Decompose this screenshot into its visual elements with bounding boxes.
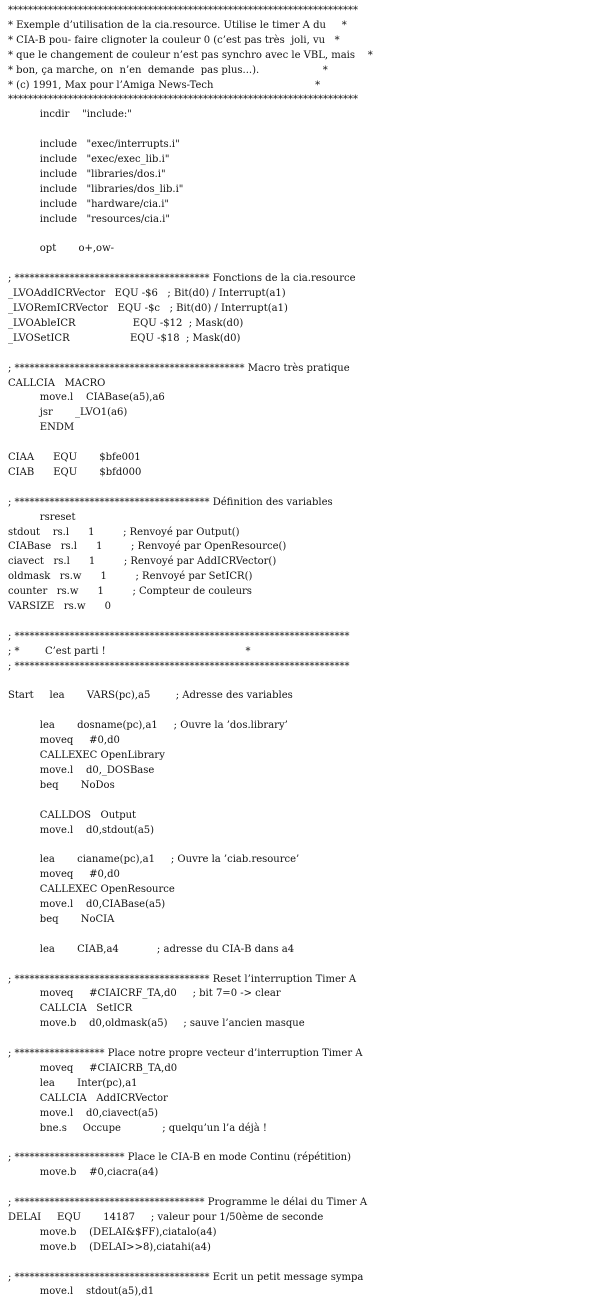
code-line: include "hardware/cia.i": [8, 198, 170, 210]
code-line: CIAA EQU $bfe001: [8, 452, 141, 463]
code-line: ENDM: [8, 422, 75, 434]
code-line: moveq #0,d0: [8, 735, 120, 747]
code-line: CALLCIA MACRO: [8, 377, 106, 389]
code-line: beq NoDos: [8, 779, 115, 791]
code-line: ; * C’est parti ! *: [8, 645, 251, 657]
code-line: move.b (DELAI>>8),ciatahi(a4): [8, 1241, 211, 1253]
code-line: Start lea VARS(pc),a5 ; Adresse des variables: [8, 690, 293, 702]
code-line: ; *******************************************************************: [8, 630, 350, 642]
code-line: DELAI EQU 14187 ; valeur pour 1/50ème de seconde: [8, 1211, 324, 1223]
code-line: CALLEXEC OpenResource: [8, 884, 175, 896]
code-line: CIAB EQU $bfd000: [8, 466, 142, 478]
code-line: lea cianame(pc),a1 ; Ouvre la ’ciab.resource’: [8, 854, 300, 866]
code-line: move.b d0,oldmask(a5) ; sauve l’ancien masque: [8, 1018, 305, 1030]
code-line: VARSIZE rs.w 0: [8, 601, 111, 612]
code-line: _LVOSetICR EQU -$18 ; Mask(d0): [8, 332, 241, 344]
code-line: move.l CIABase(a5),a6: [8, 392, 165, 404]
code-line: * que le changement de couleur n’est pas synchro avec le VBL, mais *: [8, 49, 373, 61]
code-line: move.b (DELAI&$FF),ciatalo(a4): [8, 1226, 217, 1238]
code-line: CALLDOS Output: [8, 809, 137, 821]
code-line: moveq #CIAICRB_TA,d0: [8, 1062, 178, 1074]
code-line: rsreset: [8, 511, 76, 523]
code-line: beq NoCIA: [8, 913, 115, 925]
code-line: * (c) 1991, Max pour l’Amiga News-Tech *: [8, 79, 321, 91]
code-line: ; *************************************** Définition des variables: [8, 496, 333, 508]
code-line: ; *************************************** Fonctions de la cia.resource: [8, 273, 356, 285]
code-line: bne.s Occupe ; quelqu’un l’a déjà !: [8, 1122, 267, 1134]
code-line: move.l d0,_DOSBase: [8, 764, 155, 776]
code-line: CIABase rs.l 1 ; Renvoyé par OpenResource(): [8, 541, 287, 553]
code-line: _LVOAddICRVector EQU -$6 ; Bit(d0) / Interrupt(a1): [8, 288, 286, 300]
code-line: ; ************************************** Programme le délai du Timer A: [8, 1197, 368, 1208]
code-line: stdout rs.l 1 ; Renvoyé par Output(): [8, 526, 240, 538]
code-line: include "libraries/dos.i": [8, 168, 166, 180]
code-line: move.b #0,ciacra(a4): [8, 1167, 159, 1179]
code-line: * Exemple d’utilisation de la cia.resource. Utilise le timer A du *: [8, 19, 347, 31]
code-line: _LVOAbleICR EQU -$12 ; Mask(d0): [8, 317, 244, 329]
code-line: lea dosname(pc),a1 ; Ouvre la ’dos.library’: [8, 720, 288, 732]
code-line: ; ********************** Place le CIA-B en mode Continu (répétition): [8, 1152, 351, 1164]
code-line: move.l d0,CIABase(a5): [8, 899, 166, 910]
code-line: **********************************************************************: [8, 94, 358, 106]
code-line: **********************************************************************: [8, 5, 358, 16]
code-line: CALLCIA SetICR: [8, 1003, 133, 1015]
code-line: include "resources/cia.i": [8, 213, 170, 225]
code-line: CALLCIA AddICRVector: [8, 1092, 168, 1104]
code-line: moveq #CIAICRF_TA,d0 ; bit 7=0 -> clear: [8, 988, 281, 1000]
code-line: oldmask rs.w 1 ; Renvoyé par SetICR(): [8, 571, 253, 583]
code-line: incdir "include:": [8, 109, 132, 121]
code-line: move.l d0,stdout(a5): [8, 824, 155, 836]
code-line: include "exec/exec_lib.i": [8, 154, 170, 165]
code-line: * bon, ça marche, on n’en demande pas plus...). *: [8, 64, 328, 76]
code-line: include "exec/interrupts.i": [8, 139, 180, 151]
code-line: CALLEXEC OpenLibrary: [8, 750, 165, 761]
code-line: ; ********************************************** Macro très pratique: [8, 362, 350, 374]
code-line: ; ****************** Place notre propre vecteur d’interruption Timer A: [8, 1048, 363, 1059]
code-line: jsr _LVO1(a6): [8, 407, 128, 419]
code-line: lea CIAB,a4 ; adresse du CIA-B dans a4: [8, 943, 295, 955]
code-line: counter rs.w 1 ; Compteur de couleurs: [8, 586, 252, 598]
code-line: include "libraries/dos_lib.i": [8, 183, 184, 195]
code-line: * CIA-B pou- faire clignoter la couleur 0 (c’est pas très joli, vu *: [8, 34, 340, 46]
code-line: ; *******************************************************************: [8, 660, 350, 672]
code-line: opt o+,ow-: [8, 243, 115, 255]
code-line: ; *************************************** Reset l’interruption Timer A: [8, 973, 357, 985]
code-line: lea Inter(pc),a1: [8, 1077, 138, 1089]
code-line: move.l d0,ciavect(a5): [8, 1107, 158, 1119]
code-line: moveq #0,d0: [8, 869, 120, 881]
code-line: ciavect rs.l 1 ; Renvoyé par AddICRVector(): [8, 556, 277, 568]
code-line: _LVORemICRVector EQU -$c ; Bit(d0) / Interrupt(a1): [8, 303, 288, 314]
code-line: ; *************************************** Ecrit un petit message sympa: [8, 1271, 364, 1283]
code-line: move.l stdout(a5),d1: [8, 1286, 155, 1298]
